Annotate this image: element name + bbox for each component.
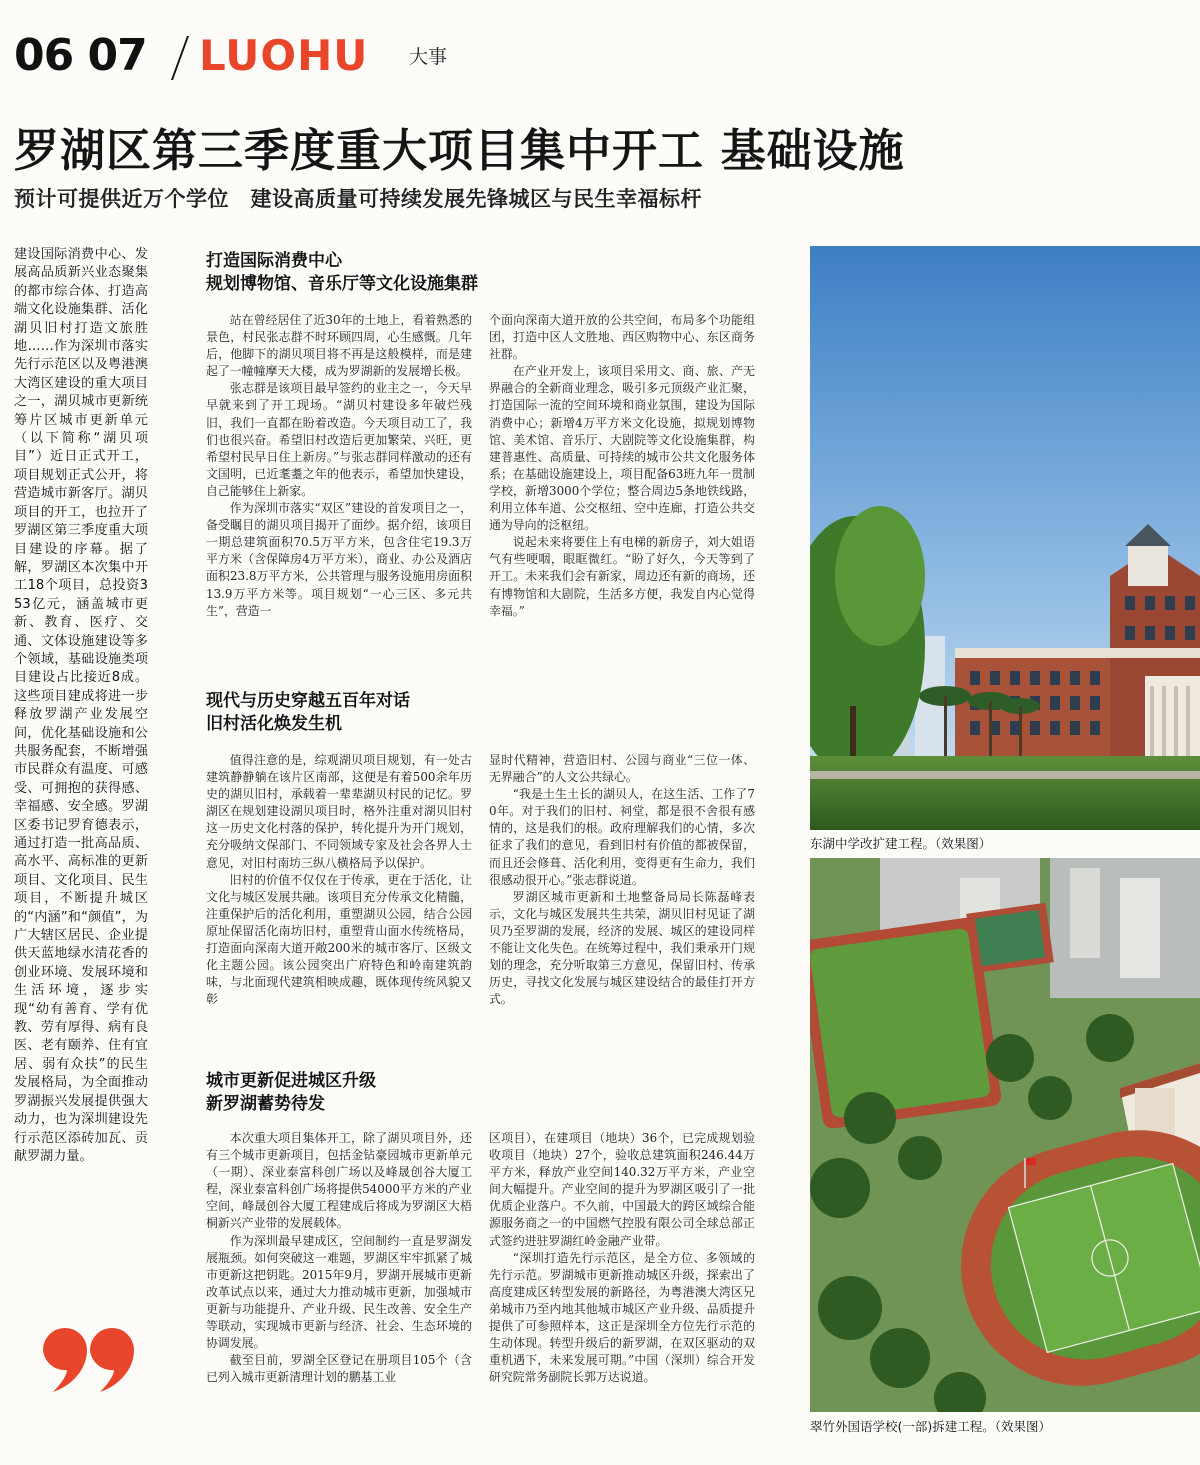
masthead-slash-divider <box>171 36 189 80</box>
section-2-column-2 <box>489 752 755 1008</box>
quote-mark-icon <box>38 1322 138 1392</box>
section-heading-2 <box>206 690 410 736</box>
paragraph: “深圳打造先行示范区，是全方位、多领域的先行示范。罗湖城市更新推动城区升级，探索出了高度建成区转型发展的新路径，为粤港澳大湾区兄弟城市乃至内地其他城市城区产业升级、品质提升提供了可参照样本，这正是深圳全方位先行示范的生动体现。转型升级后的新罗湖，在双区驱动的双重机遇下，未来发展可期。”中国（深圳）综合开发研究院常务副院长郭万达说道。 <box>489 1250 755 1385</box>
photo-caption-2: 翠竹外国语学校(一部)拆建工程。（效果图） <box>810 1419 1052 1434</box>
paragraph: 个面向深南大道开放的公共空间，布局多个功能组团，打造中区人文胜地、西区购物中心、东区商务社群。 <box>489 313 755 362</box>
section-heading-2-line1: 现代与历史穿越五百年对话 <box>206 691 410 711</box>
paragraph: 截至目前，罗湖全区登记在册项目105个（含已列入城市更新清理计划的鹏基工业 <box>206 1353 472 1385</box>
section-2-column-1 <box>206 752 472 1008</box>
section-heading-3-line2: 新罗湖蓄势待发 <box>206 1094 325 1114</box>
paragraph: 值得注意的是，综观湖贝项目规划，有一处古建筑静静躺在该片区南部，这便是有着500余年历史的湖贝旧村，承载着一辈辈湖贝村民的记忆。罗湖区在规划建设湖贝项目时，格外注重对湖贝旧村这一历史文化村落的保护，转化提升为开门规划，充分吸纳文保部门、不同领域专家及社会各界人士意见，对旧村南坊三纵八横格局予以保护。 <box>206 753 472 870</box>
school-building-photo <box>810 246 1200 830</box>
school-aerial-photo <box>810 858 1200 1412</box>
paragraph: 本次重大项目集体开工，除了湖贝项目外，还有三个城市更新项目，包括金钻豪园城市更新单元（一期）、深业泰富科创广场以及峰晟创谷大厦工程，深业泰富科创广场将提供54000平方米的产业空间，峰晟创谷大厦工程建成后将成为罗湖区大梧桐新兴产业带的发展载体。 <box>206 1131 472 1231</box>
paragraph: 旧村的价值不仅仅在于传承，更在于活化，让文化与城区发展共融。该项目充分传承文化精髓，注重保护后的活化利用，重塑湖贝公园，结合公园原址保留活化南坊旧村，重塑背山面水传统格局，打造面向深南大道开敞200米的城市客厅、区级文化主题公园。该公园突出广府特色和岭南建筑韵味，与北面现代建筑相映成趣，既体现传统风貌又彰 <box>206 872 472 1007</box>
lead-paragraph: 建设国际消费中心、发展高品质新兴业态聚集的都市综合体、打造高端文化设施集群、活化湖贝旧村打造文旅胜地……作为深圳市落实先行示范区以及粤港澳大湾区建设的重大项目之一，湖贝城市更新统筹片区城市更新单元（以下简称“湖贝项目”）近日正式开工，项目规划正式公开，将营造城市新客厅。湖贝项目的开工，也拉开了罗湖区第三季度重大项目建设的序幕。据了解，罗湖区本次集中开工18个项目，总投资353亿元，涵盖城市更新、教育、医疗、交通、文体设施建设等多个领域，基础设施类项目建设占比接近8成。这些项目建成将进一步释放罗湖产业发展空间，优化基础设施和公共服务配套，不断增强市民群众有温度、可感受、可拥抱的获得感、幸福感、安全感。罗湖区委书记罗育德表示，通过打造一批高品质、高水平、高标准的更新项目、文化项目、民生项目，不断提升城区的“内涵”和“颜值”，为广大辖区居民、企业提供天蓝地绿水清花香的创业环境、发展环境和生活环境，逐步实现“幼有善育、学有优教、劳有厚得、病有良医、老有颐养、住有宜居、弱有众扶”的民生发展格局，为全面推动罗湖振兴发展提供强大动力，也为深圳建设先行示范区添砖加瓦、贡献罗湖力量。 <box>14 247 148 1164</box>
section-3-column-2 <box>489 1130 755 1386</box>
paragraph: 作为深圳最早建成区，空间制约一直是罗湖发展瓶颈。如何突破这一难题，罗湖区牢牢抓紧了城市更新这把钥匙。2015年9月，罗湖开展城市更新改革试点以来，通过大力推动城市更新，加强城市更新与功能提升、产业升级、民生改善、安全生产等联动，实现城市更新与经济、社会、生态环境的协调发展。 <box>206 1233 472 1351</box>
paragraph: “我是土生土长的湖贝人，在这生活、工作了70年。对于我们的旧村、祠堂，都是很不舍很有感情的，这是我们的根。政府理解我们的心情，多次征求了我们的意见，看到旧村有价值的都被保留，而且还会修葺、活化利用，变得更有生命力，我们很感动很开心。”张志群说道。 <box>489 787 755 887</box>
section-heading-1-line2: 规划博物馆、音乐厅等文化设施集群 <box>206 274 478 294</box>
paragraph: 张志群是该项目最早签约的业主之一，今天早早就来到了开工现场。“湖贝村建设多年破烂残旧，我们一直都在盼着改造。今天项目动工了，我们也很兴奋。希望旧村改造后更加繁荣、兴旺，更希望村民早日住上新房。”与张志群同样激动的还有文国明，已近耄耋之年的他表示，希望加快建设，自己能够住上新家。 <box>206 381 472 498</box>
paragraph: 显时代精神，营造旧村、公园与商业“三位一体、无界融合”的人文公共绿心。 <box>489 753 755 785</box>
section-heading-2-line2: 旧村活化焕发生机 <box>206 714 342 734</box>
section-heading-1 <box>206 250 478 296</box>
school-aerial-illustration <box>810 858 1200 1412</box>
section-heading-3-line1: 城市更新促进城区升级 <box>206 1071 376 1091</box>
paragraph: 说起未来将要住上有电梯的新房子，刘大姐语气有些哽咽，眼眶微红。“盼了好久，今天等到了开工。未来我们会有新家，周边还有新的商场，还有博物馆和大剧院，生活多方便，我发自内心觉得幸福。” <box>489 535 755 618</box>
section-subtitle: 大事 <box>409 46 448 68</box>
paragraph: 在产业开发上，该项目采用文、商、旅、产无界融合的全新商业理念，吸引多元顶级产业汇聚，打造国际一流的空间环境和商业氛围，建设为国际消费中心；新增4万平方米文化设施，拟规划博物馆、美术馆、音乐厅、大剧院等文化设施集群，构建普惠性、高质量、可持续的城市公共文化服务体系；在基础设施建设上，项目配备63班九年一贯制学校，新增3000个学位；整合周边5条地铁线路，利用立体车道、公交枢纽、空中连廊，打造公共交通为导向的泛枢纽。 <box>489 364 755 533</box>
photo-caption-1: 东湖中学改扩建工程。（效果图） <box>810 836 992 851</box>
paragraph: 作为深圳市落实“双区”建设的首发项目之一，备受瞩目的湖贝项目揭开了面纱。据介绍，该项目一期总建筑面积70.5万平方米，包含住宅19.3万平方米（含保障房4万平方米），商业、办公及酒店面积23.8万平方米，公共管理与服务设施用房面积13.9万平方米等。项目规划“一心三区、多元共生”，营造一 <box>206 501 472 618</box>
paragraph: 站在曾经居住了近30年的土地上，看着熟悉的景色，村民张志群不时环顾四周，心生感慨。几年后，他脚下的湖贝项目将不再是这般模样，而是建起了一幢幢摩天大楼，成为罗湖新的发展增长极。 <box>206 313 472 379</box>
school-building-illustration <box>810 246 1200 830</box>
paragraph: 罗湖区城市更新和土地整备局局长陈磊峰表示，文化与城区发展共生共荣，湖贝旧村见证了湖贝乃至罗湖的发展，经济的发展、城区的建设同样不能让文化失色。在统筹过程中，我们秉承开门规划的理念，充分听取第三方意见，保留旧村、传承历史，寻找文化发展与城区建设结合的最佳打开方式。 <box>489 889 755 1007</box>
section-heading-3 <box>206 1070 376 1116</box>
section-heading-1-line1: 打造国际消费中心 <box>206 251 342 271</box>
section-1-column-1 <box>206 312 472 620</box>
masthead <box>14 28 1186 84</box>
paragraph: 区项目），在建项目（地块）36个，已完成规划验收项目（地块）27个，验收总建筑面积246.44万平方米，释放产业空间140.32万平方米，产业空间大幅提升。产业空间的提升为罗湖区吸引了一批优质企业落户。不久前，中国最大的跨区域综合能源服务商之一的中国燃气控股有限公司全球总部正式签约进驻罗湖红岭金融产业带。 <box>489 1131 755 1248</box>
headline: 罗湖区第三季度重大项目集中开工 基础设施 <box>14 124 905 177</box>
subheadline: 预计可提供近万个学位 建设高质量可持续发展先锋城区与民生幸福标杆 <box>14 187 702 211</box>
section-3-column-1 <box>206 1130 472 1386</box>
section-1-column-2 <box>489 312 755 620</box>
page-numbers: 06 07 <box>14 30 147 81</box>
section-name: LUOHU <box>199 31 369 80</box>
